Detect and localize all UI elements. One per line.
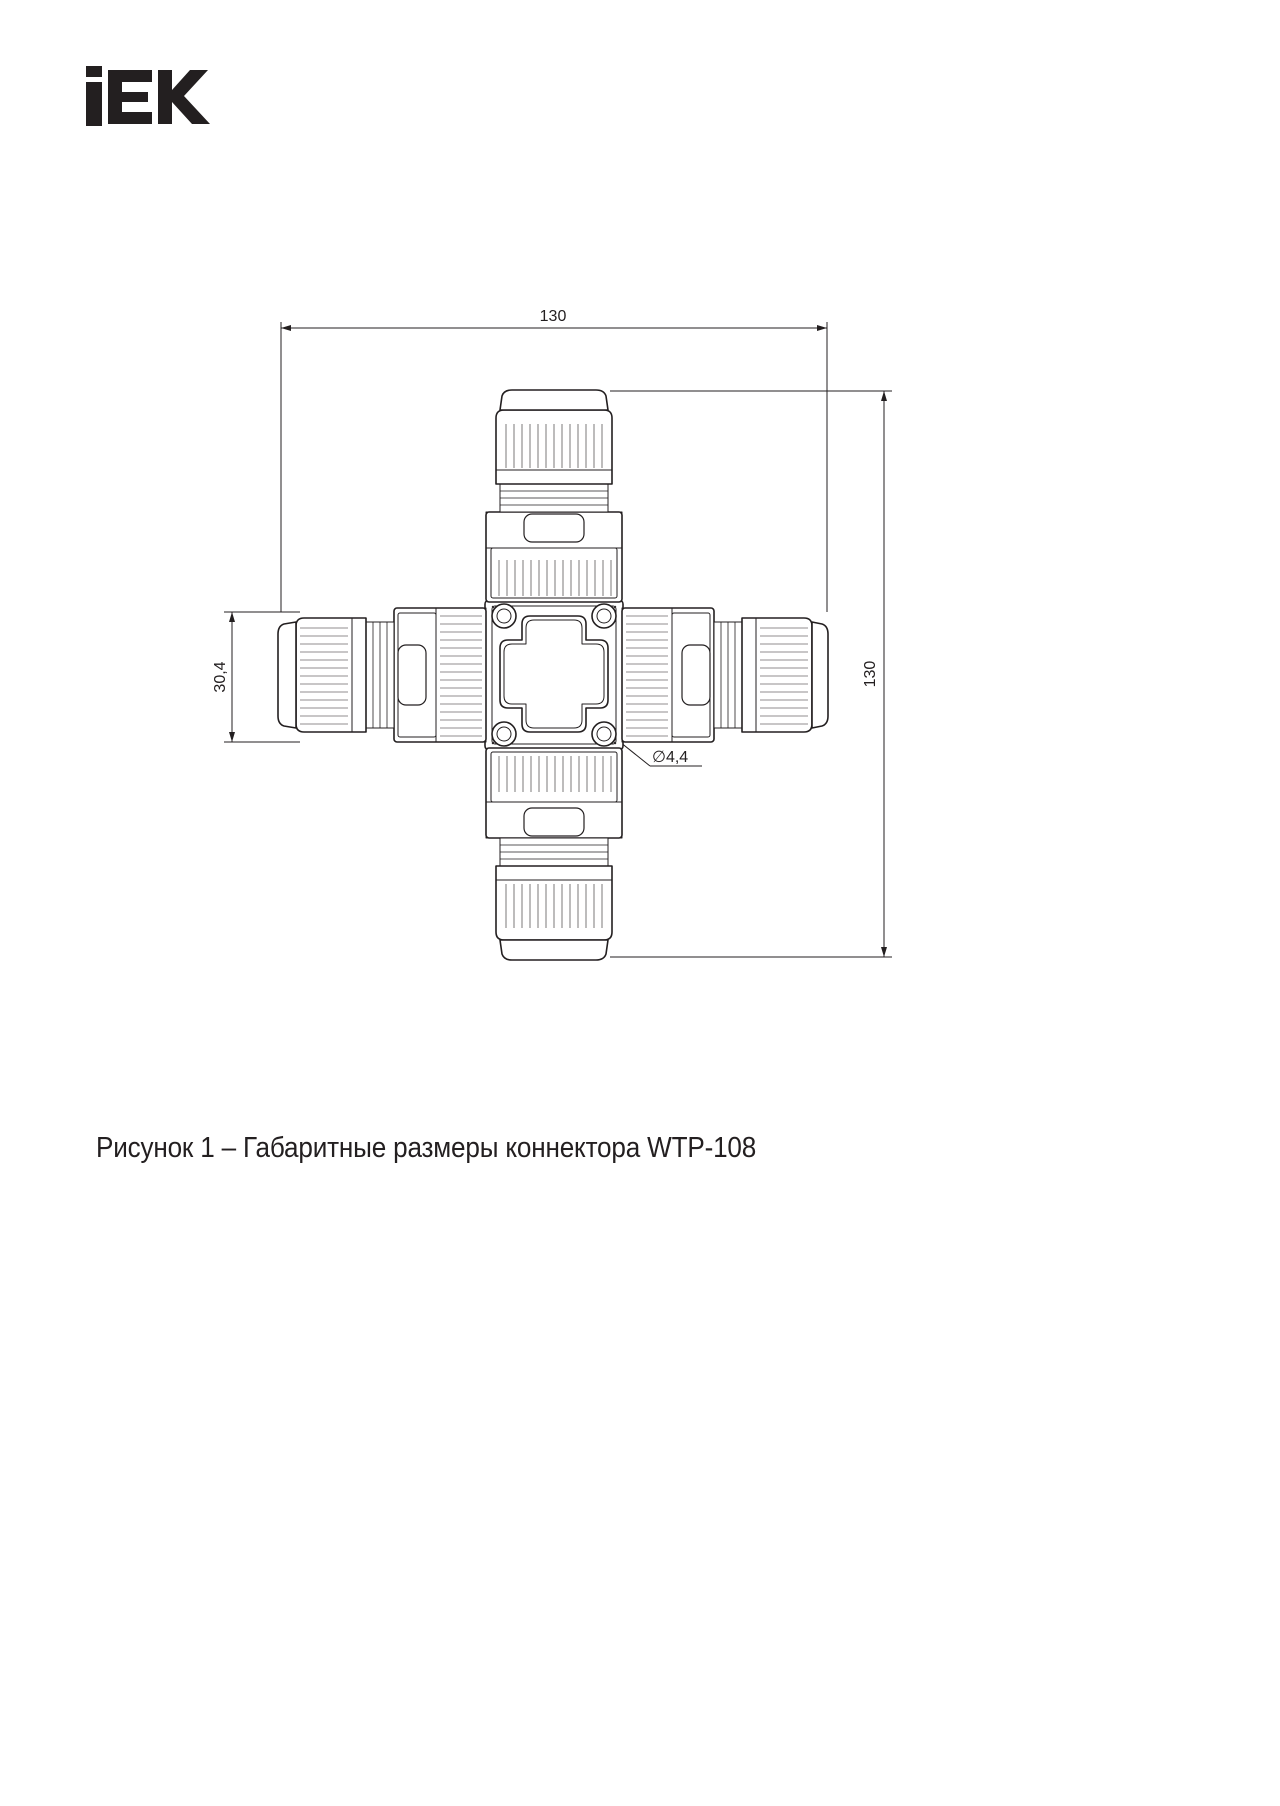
dimension-height-label: 130 xyxy=(862,660,879,688)
top-arm xyxy=(486,390,622,602)
dimension-hole-label: ∅4,4 xyxy=(652,749,689,766)
figure-caption: Рисунок 1 – Габаритные размеры коннектора WTP-108 xyxy=(96,1132,757,1164)
bottom-arm xyxy=(486,748,622,960)
dimension-width-label: 130 xyxy=(539,308,567,325)
dimension-arm-width-label: 30,4 xyxy=(212,661,229,693)
